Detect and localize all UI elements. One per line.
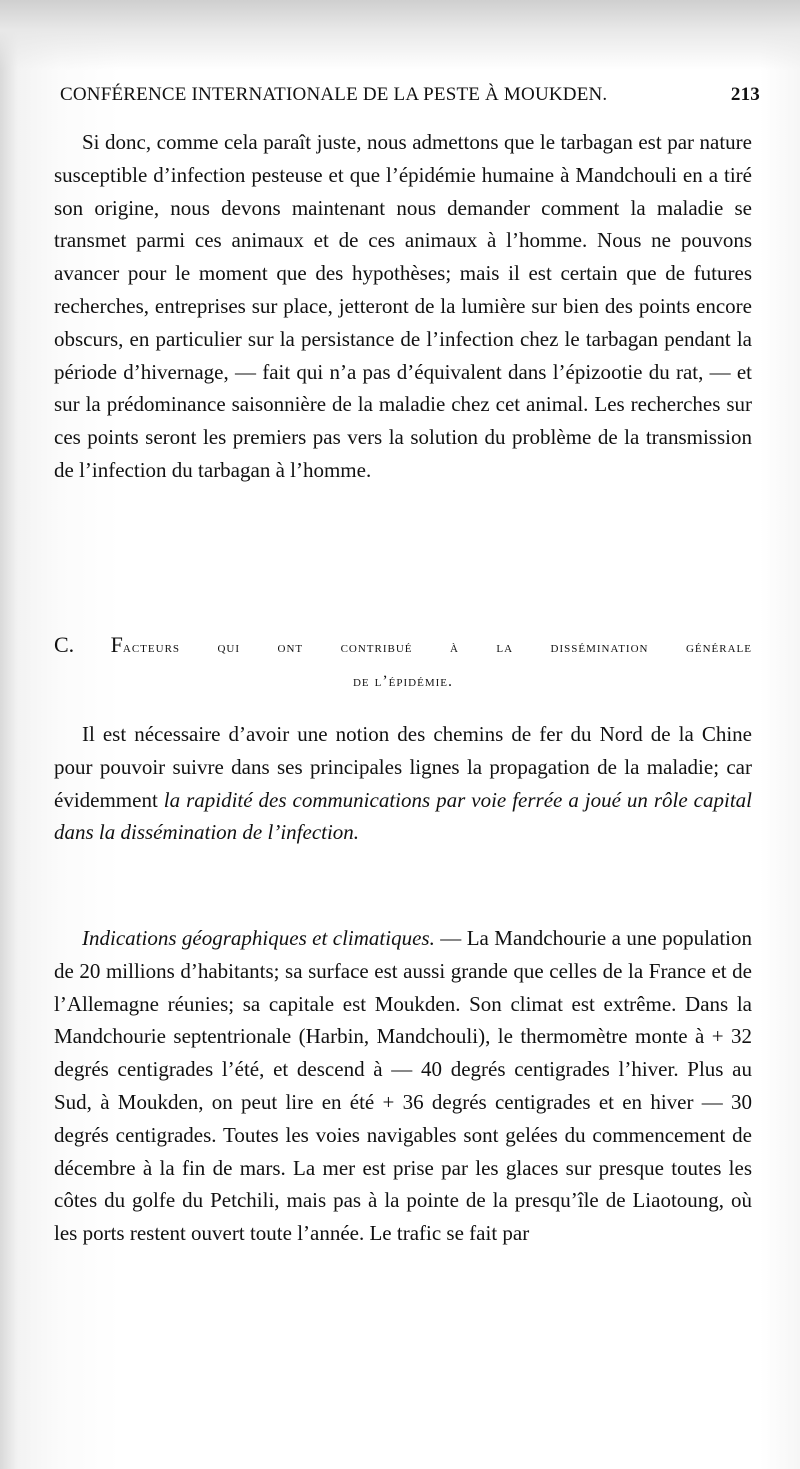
section-heading-text: acteurs qui ont contribué à la dissémination générale bbox=[122, 639, 752, 656]
paragraph-text bbox=[54, 922, 752, 1250]
paragraph-tarbagan bbox=[54, 126, 752, 487]
section-heading-line2: de l’épidémie. bbox=[352, 673, 454, 690]
page-number: 213 bbox=[730, 84, 760, 105]
paragraph-railways bbox=[54, 718, 752, 849]
paragraph-italic-lead: Indications géographiques et climatiques. bbox=[82, 926, 435, 950]
section-heading-initial: F bbox=[110, 632, 123, 657]
paragraph-plain-text: Il est nécessaire d’avoir une notion des chemins de fer du Nord de la Chine pour pouvoir suivre dans ses principales lignes la propagation de la maladie; car évidemment bbox=[54, 722, 752, 812]
section-letter: C. bbox=[54, 632, 75, 657]
paragraph-plain-text: — La Mandchourie a une population de 20 millions d’habitants; sa surface est aussi grande que celles de la France et de l’Allemagne réunies; sa capitale est Moukden. Son climat est extrême. Dans la Mandchourie septentrionale (Harbin, Mandchouli), le thermomètre monte à + 32 degrés centigrades l’été, et descend à — 40 degrés centigrades l’hiver. Plus au Sud, à Moukden, on peut lire en été + 36 degrés centigrades et en hiver — 30 degrés centigrades. Toutes les voies navigables sont gelées du commencement de décembre à la fin de mars. La mer est prise par les glaces sur presque toutes les côtes du golfe du Petchili, mais pas à la pointe de la presqu’île de Liaotoung, où les ports restent ouvert toute l’année. Le trafic se fait par bbox=[54, 926, 752, 1246]
page-shadow bbox=[0, 0, 800, 70]
section-heading-line1 bbox=[54, 628, 752, 665]
paragraph-text: Si donc, comme cela paraît juste, nous admettons que le tarbagan est par nature susceptible d’infection pesteuse et que l’épidémie humaine à Mandchouli en a tiré son origine, nous devons maintenant nous demander comment la maladie se transmet parmi ces animaux et de ces animaux à l’homme. Nous ne pouvons avancer pour le moment que des hypothèses; mais il est certain que de futures recherches, entreprises sur place, jetteront de la lumière sur bien des points encore obscurs, en particulier sur la persistance de l’infection chez le tarbagan pendant la période d’hivernage, — fait qui n’a pas d’équivalent dans l’épizootie du rat, — et sur la prédominance saisonnière de la maladie chez cet animal. Les recherches sur ces points seront les premiers pas vers la solution du problème de la transmission de l’infection du tarbagan à l’homme. bbox=[54, 130, 752, 482]
running-head-title: CONFÉRENCE INTERNATIONALE DE LA PESTE À MOUKDEN. bbox=[60, 84, 608, 105]
paragraph-italic-text: la rapidité des communications par voie ferrée a joué un rôle capital dans la dissémination de l’infection. bbox=[54, 787, 752, 845]
paragraph-text bbox=[54, 718, 752, 849]
section-heading bbox=[54, 628, 752, 699]
paragraph-geography bbox=[54, 922, 752, 1250]
